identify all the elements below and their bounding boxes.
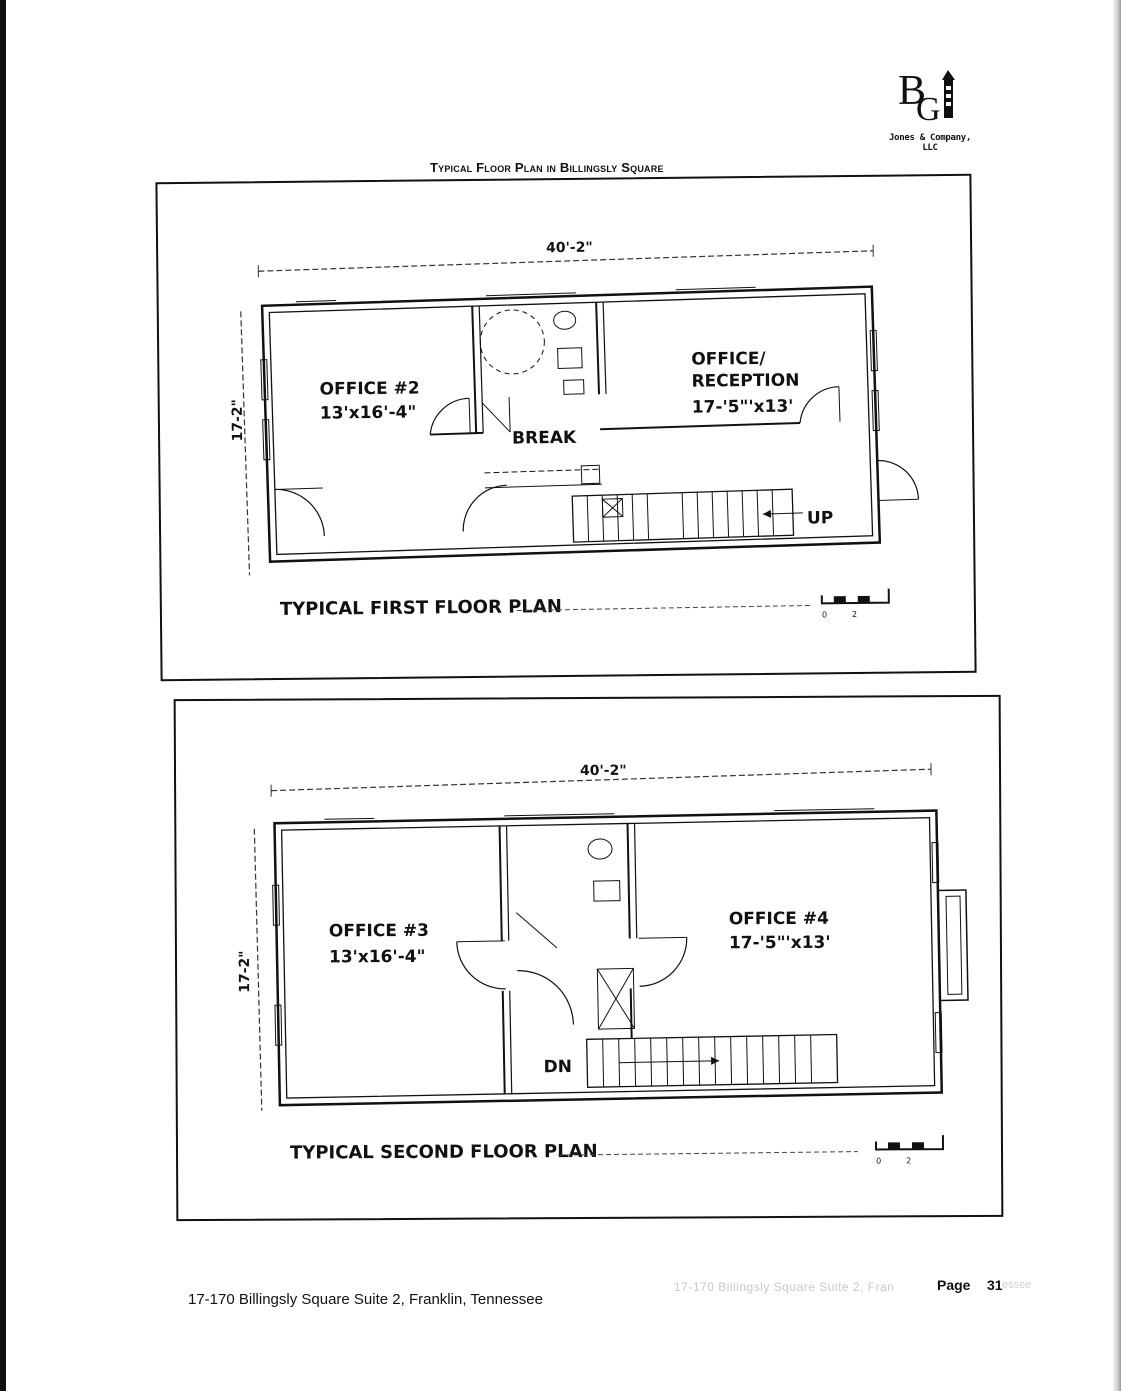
room-office-4-name: OFFICE #4 bbox=[728, 908, 829, 930]
room-break-name: BREAK bbox=[512, 427, 577, 449]
second-floor-scale-bar bbox=[876, 1135, 943, 1165]
logo-letter-b: B bbox=[898, 68, 927, 114]
room-reception-name-line1: OFFICE/ bbox=[691, 348, 766, 370]
stair-down-label: DN bbox=[543, 1057, 572, 1078]
first-floor-height-dim: 17-2" bbox=[229, 399, 247, 442]
footer-page-number: 31 bbox=[987, 1277, 1003, 1293]
first-floor-plan-drawing bbox=[157, 176, 974, 679]
second-floor-scale-2: 2 bbox=[906, 1156, 912, 1166]
footer-page-ghost: essee bbox=[1002, 1279, 1032, 1291]
second-floor-height-dim: 17-2" bbox=[236, 950, 254, 993]
logo-building-roof bbox=[942, 70, 955, 80]
scan-edge-right bbox=[1113, 0, 1121, 1391]
second-floor-caption: TYPICAL SECOND FLOOR PLAN bbox=[289, 1140, 598, 1164]
room-office-2-name: OFFICE #2 bbox=[319, 378, 420, 400]
second-floor-scale-0: 0 bbox=[876, 1156, 882, 1166]
first-floor-scale-2: 2 bbox=[851, 609, 858, 620]
footer-page-label: Page bbox=[937, 1277, 971, 1293]
footer-ghost-text: 17-170 Billingsly Square Suite 2, Fran bbox=[674, 1280, 895, 1294]
first-floor-scale-bar bbox=[822, 589, 889, 620]
page-title: Typical Floor Plan in Billingsly Square bbox=[430, 160, 664, 175]
scan-edge-left bbox=[0, 0, 6, 1391]
first-floor-caption: TYPICAL FIRST FLOOR PLAN bbox=[279, 596, 562, 621]
second-floor-plan-frame bbox=[174, 695, 1004, 1221]
room-office-3-name: OFFICE #3 bbox=[328, 920, 430, 942]
second-floor-width-dim: 40'-2" bbox=[579, 762, 627, 780]
room-office-2-size: 13'x16'-4" bbox=[319, 402, 417, 424]
footer-address: 17-170 Billingsly Square Suite 2, Franklin, Tennessee bbox=[188, 1291, 543, 1308]
logo-letter-g: G bbox=[916, 91, 941, 128]
first-floor-scale-0: 0 bbox=[821, 610, 828, 620]
second-floor-plan-drawing bbox=[176, 697, 1002, 1219]
logo-company-name: Jones & Company, LLC bbox=[889, 133, 971, 153]
first-floor-width-dim: 40'-2" bbox=[546, 239, 593, 257]
stair-up-label: UP bbox=[806, 508, 834, 529]
room-office-4-size: 17-'5"'x13' bbox=[728, 932, 831, 954]
room-reception-name-line2: RECEPTION bbox=[691, 370, 800, 392]
room-office-3-size: 13'x16'-4" bbox=[328, 946, 426, 968]
room-reception-size: 17-'5"'x13' bbox=[691, 396, 794, 418]
first-floor-plan-frame bbox=[155, 174, 976, 682]
